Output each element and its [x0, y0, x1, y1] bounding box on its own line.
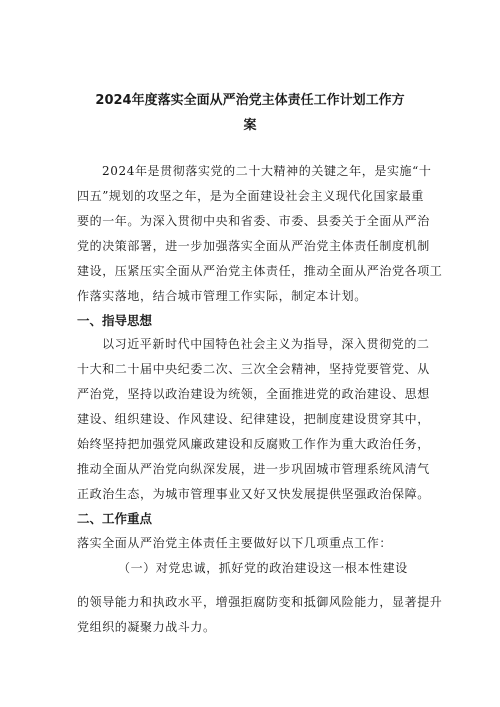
- section1-paragraph-line: 以习近平新时代中国特色社会主义为指导，深入贯彻党的二: [102, 337, 430, 351]
- section2-tail-line: 的领导能力和执政水平，增强拒腐防变和抵御风险能力，显著提升: [77, 595, 443, 609]
- intro-paragraph-line: 2024年是贯彻落实党的二十大精神的关键之年，是实施“十: [102, 164, 432, 178]
- section1-paragraph-line: 十大和二十届中央纪委二次、三次全会精神，坚持党要管党、从: [77, 362, 430, 376]
- intro-paragraph-line: 党的决策部署，进一步加强落实全面从严治党主体责任制度机制: [77, 239, 430, 253]
- section1-paragraph-line: 建设、组织建设、作风建设、纪律建设，把制度建设贯穿其中，: [77, 412, 430, 426]
- section1-paragraph-line: 严治党，坚持以政治建设为统领，全面推进党的政治建设、思想: [77, 387, 430, 401]
- section2-intro-line: 落实全面从严治党主体责任主要做好以下几项重点工作：: [77, 536, 393, 550]
- section-heading-guiding-ideology: 一、指导思想: [77, 313, 153, 328]
- section1-paragraph-line: 正政治生态，为城市管理事业又好又快发展提供坚强政治保障。: [77, 487, 430, 501]
- intro-paragraph-line: 四五”规划的攻坚之年，是为全面建设社会主义现代化国家最重: [77, 189, 424, 203]
- document-title-line1: 2024年度落实全面从严治党主体责任工作计划工作方: [95, 93, 405, 108]
- intro-paragraph-line: 作落实落地，结合城市管理工作实际，制定本计划。: [77, 289, 367, 303]
- section1-paragraph-line: 推动全面从严治党向纵深发展，进一步巩固城市管理系统风清气: [77, 462, 430, 476]
- document-title-line2: 案: [243, 118, 257, 133]
- intro-paragraph-line: 建设，压紧压实全面从严治党主体责任，推动全面从严治党各项工: [77, 264, 443, 278]
- section2-item1-line: （一）对党忠诚，抓好党的政治建设这一根本性建设: [118, 561, 408, 575]
- intro-paragraph-line: 要的一年。为深入贯彻中央和省委、市委、县委关于全面从严治: [77, 214, 430, 228]
- section2-tail-line: 党组织的凝聚力战斗力。: [77, 620, 216, 634]
- section-heading-work-priorities: 二、工作重点: [77, 511, 153, 526]
- section1-paragraph-line: 始终坚持把加强党风廉政建设和反腐败工作作为重大政治任务，: [77, 437, 430, 451]
